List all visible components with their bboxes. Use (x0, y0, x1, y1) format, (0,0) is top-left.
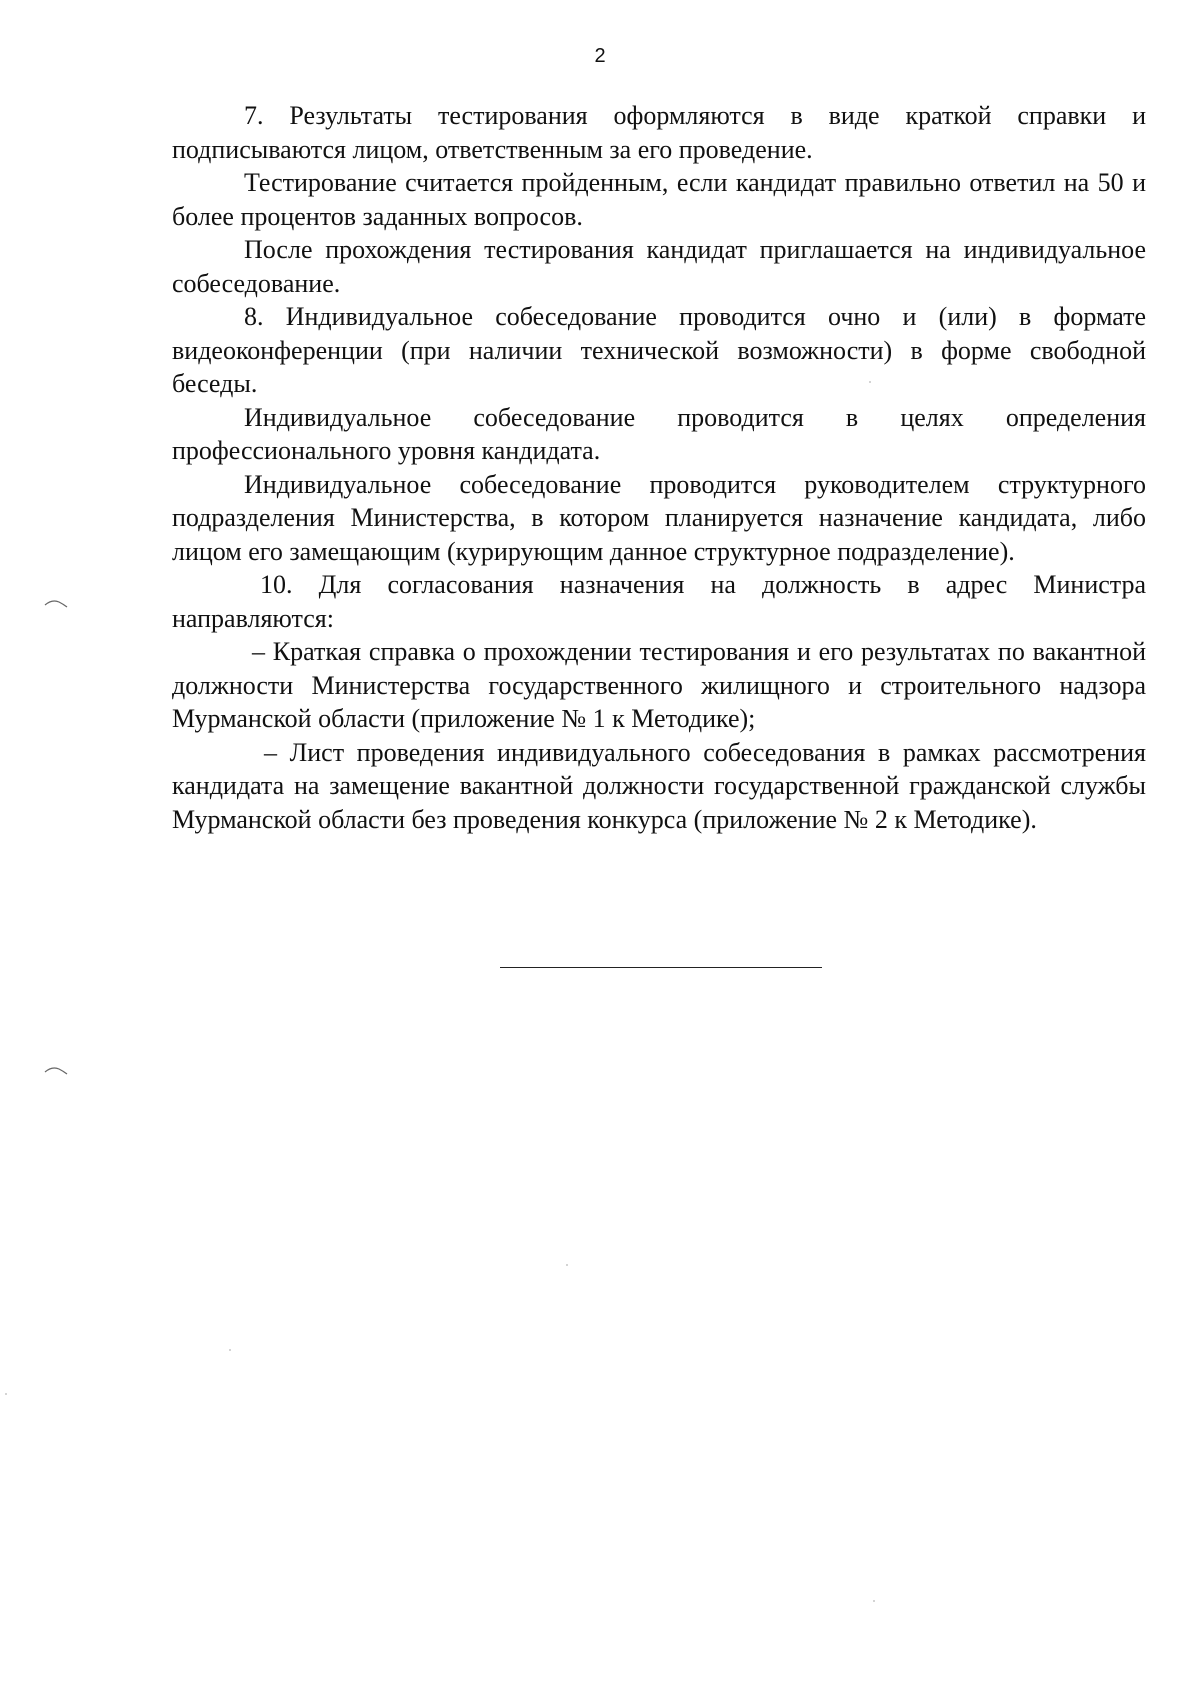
list-item-interview-sheet: – Лист проведения индивидуального собеседования в рамках рассмотрения кандидата на замещение вакантной должности государственной гражданской службы Мурманской области без проведения конкурса (приложение № 2 к Методике). (172, 737, 1146, 834)
scan-speck (5, 1393, 7, 1395)
scan-speck (869, 381, 871, 383)
paragraph-interview-purpose: Индивидуальное собеседование проводится в целях определения профессионального уровня кандидата. (172, 402, 1146, 465)
paragraph-8: 8. Индивидуальное собеседование проводится очно и (или) в формате видеоконференции (при наличии технической возможности) в форме свободной беседы. (172, 302, 1146, 398)
margin-scan-mark (44, 598, 68, 608)
list-item-brief-certificate: – Краткая справка о прохождении тестирования и его результатах по вакантной должности Министерства государственного жилищного и строительного надзора Мурманской области (приложение № 1 к Методике); (172, 637, 1146, 733)
paragraph-7: 7. Результаты тестирования оформляются в виде краткой справки и подписываются лицом, ответственным за его проведение. (172, 101, 1146, 164)
page-number: 2 (594, 45, 606, 67)
margin-scan-mark (44, 1065, 68, 1075)
paragraph-test-pass-condition: Тестирование считается пройденным, если кандидат правильно ответил на 50 и более процентов заданных вопросов. (172, 168, 1146, 231)
scan-speck (566, 1264, 568, 1266)
paragraph-10: 10. Для согласования назначения на должность в адрес Министра направляются: (172, 570, 1146, 633)
paragraph-interview-conductor: Индивидуальное собеседование проводится руководителем структурного подразделения Министерства, в котором планируется назначение кандидата, либо лицом его замещающим (курирующим данное структурное подразделение). (172, 469, 1146, 566)
paragraph-after-test: После прохождения тестирования кандидат приглашается на индивидуальное собеседование. (172, 235, 1146, 298)
document-body (172, 99, 1146, 836)
closing-horizontal-rule (500, 967, 822, 968)
scan-speck (229, 1349, 231, 1351)
scan-speck (873, 1600, 875, 1602)
